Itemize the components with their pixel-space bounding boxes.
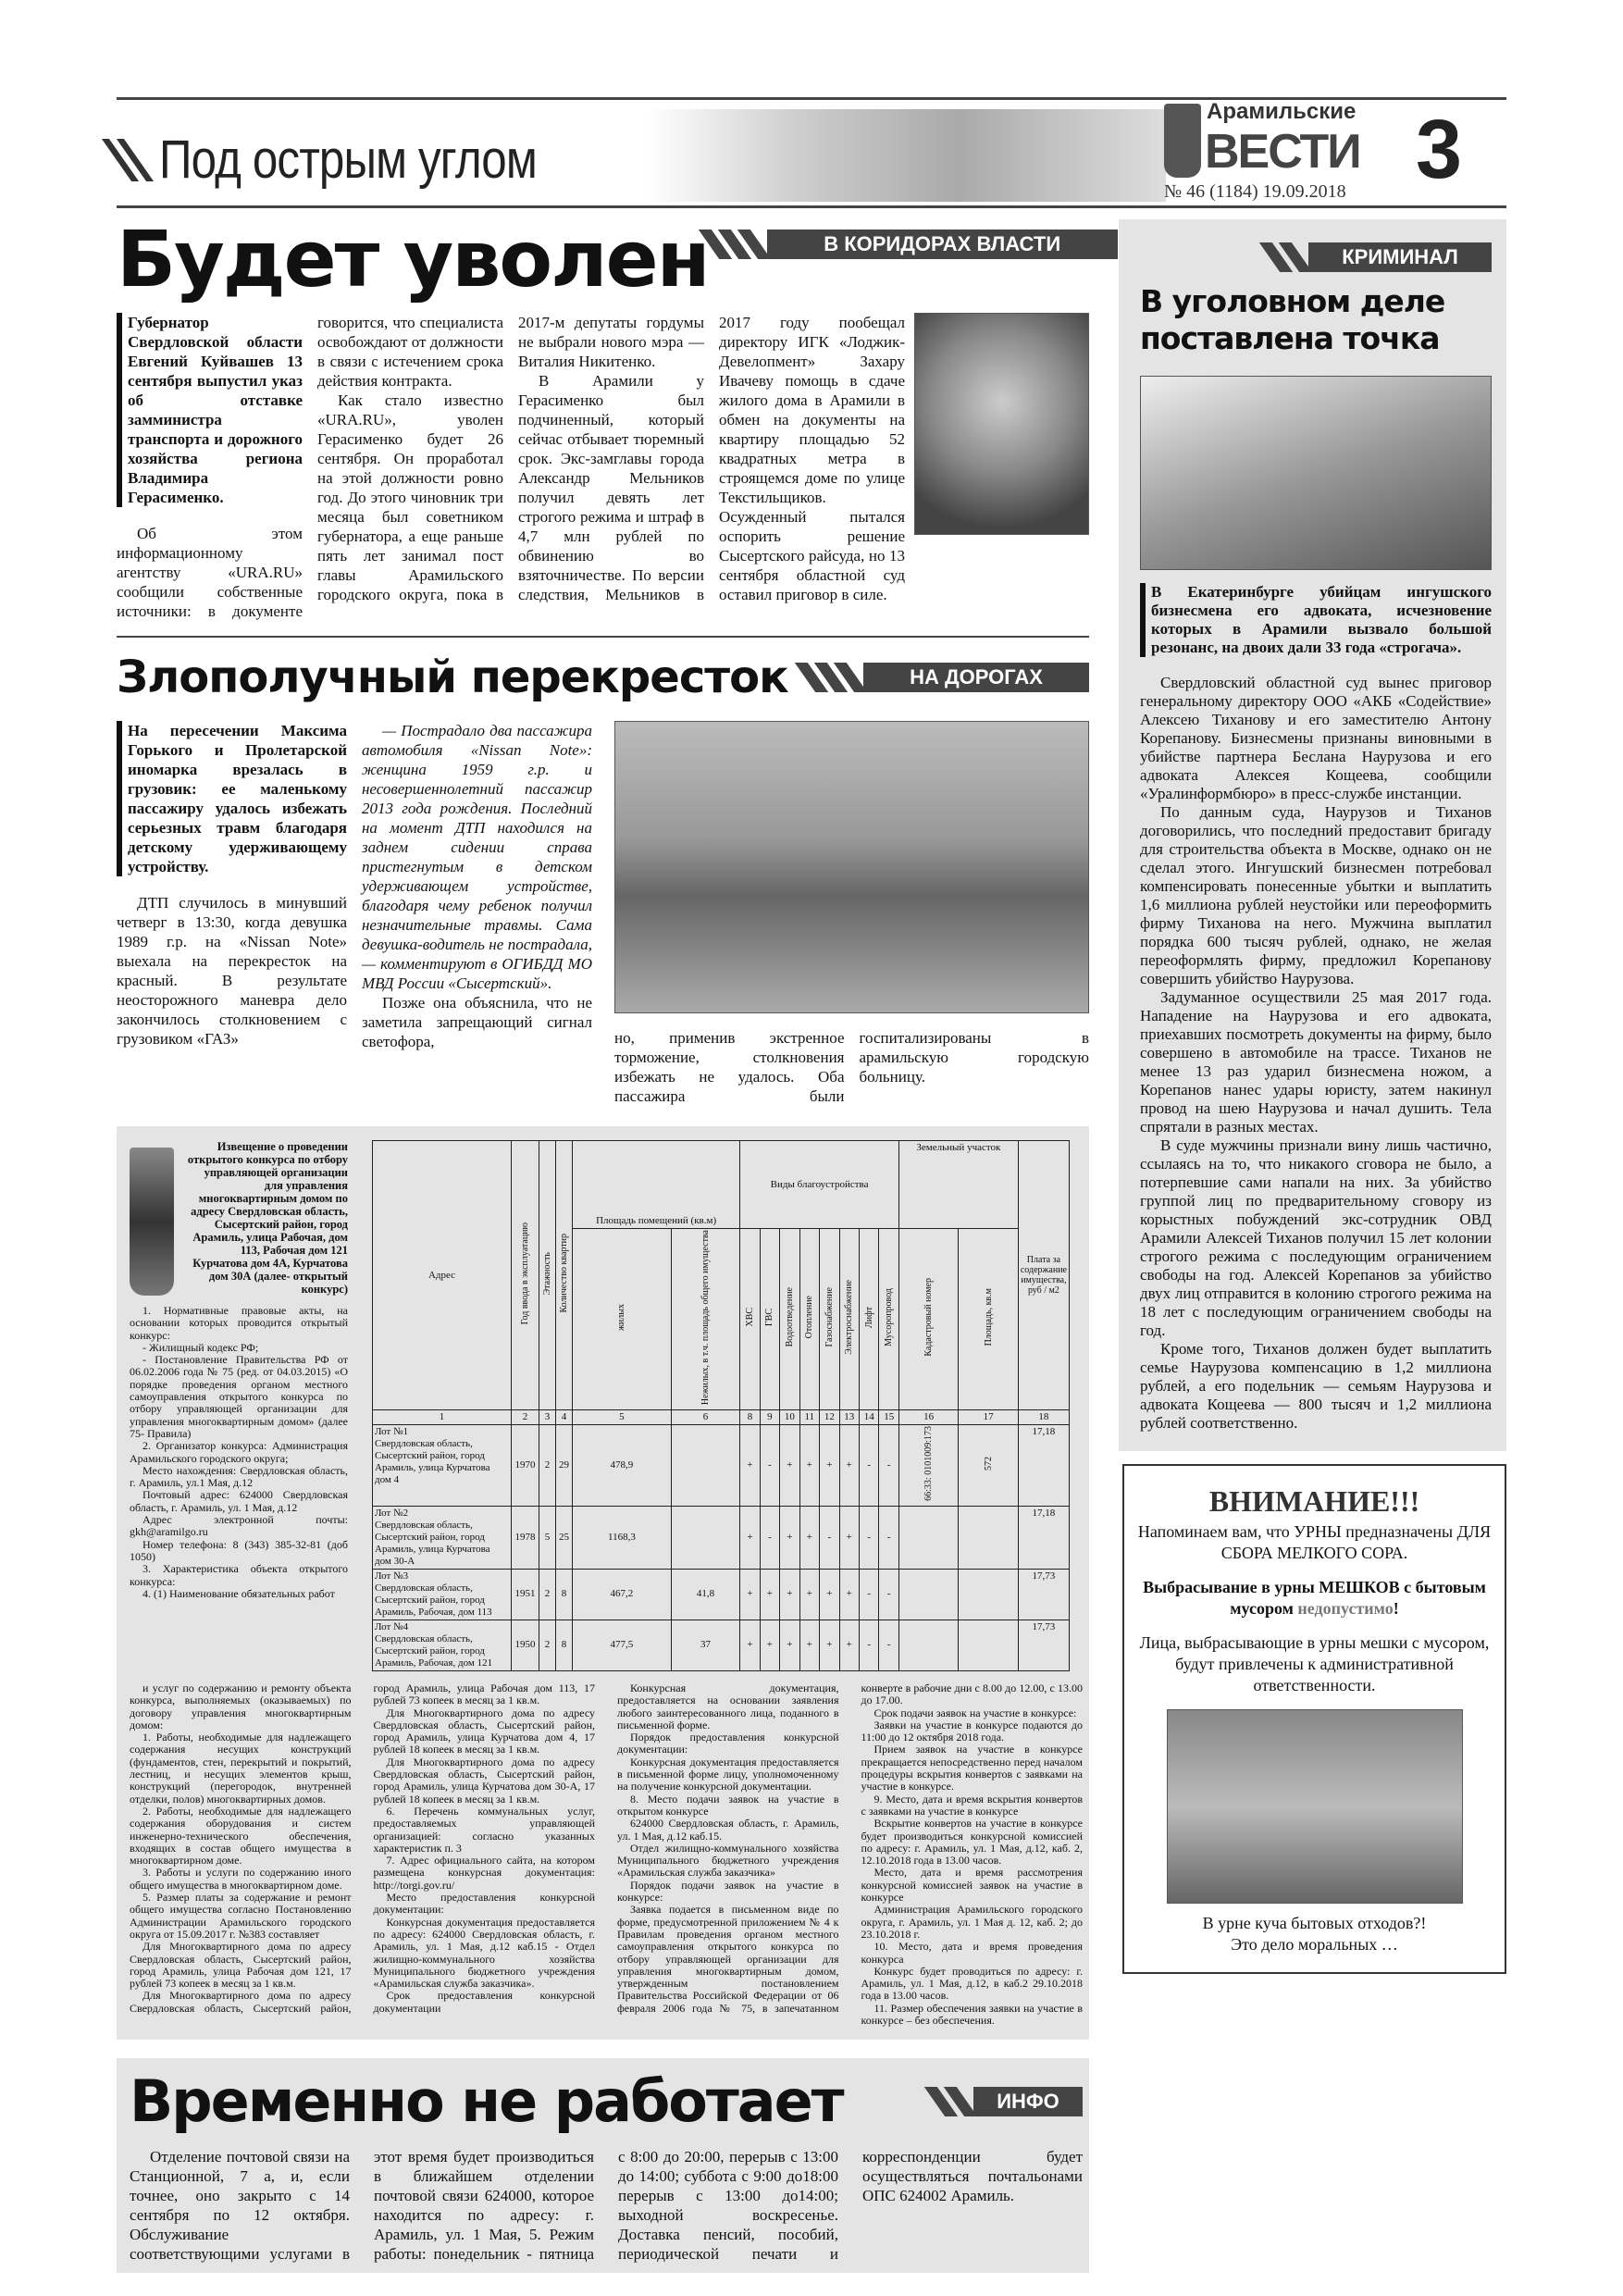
col-fee: Плата за содержание имущества, руб / м2 — [1018, 1141, 1069, 1410]
warning-text: Выбрасывание в урны МЕШКОВ с бытовым мусором — [1143, 1578, 1486, 1618]
column-number: 13 — [839, 1410, 859, 1425]
table-cell — [898, 1620, 958, 1670]
coat-of-arms-logo — [1164, 104, 1201, 178]
lot-address: Свердловская область, Сысертский район, город Арамиль, Рабочая, дом 121 — [375, 1632, 493, 1669]
table-cell: + — [780, 1506, 799, 1569]
table-cell — [671, 1425, 739, 1507]
table-cell: 2 — [539, 1569, 556, 1620]
subheader-cell: Газоснабжение — [824, 1287, 835, 1347]
table-cell: + — [740, 1569, 760, 1620]
table-cell: + — [799, 1569, 819, 1620]
subheader-cell: Кадастровый номер — [923, 1278, 935, 1357]
notice-title: Извещение о проведении открытого конкурса по отбору управляющей организации для управления многоквартирным домом по адресу Свердловская область, Сысертский район, город Арамиль, улица Рабочая, дом 113, Рабочая дом 121 Курчатова дом 4А, Курчатова дом 30А (далее- открытый конкурс) — [187, 1140, 348, 1296]
header-rule — [117, 205, 1506, 208]
notice-paragraph: Для Многоквартирного дома по адресу Свердловская область, Сысертский район, город Арамиль, улица Курчатова дом 30-А, 17 рублей 18 копеек в месяц за 1 кв.м. — [373, 1755, 595, 1806]
rubric-tag — [935, 2087, 1083, 2116]
notice-paragraph: и услуг по содержанию и ремонту объекта конкурса, выполняемых (оказываемых) по договору управления многоквартирным домом: — [130, 1681, 352, 1731]
subheader-cell: Лифт — [863, 1307, 874, 1329]
notice-paragraph: Срок предоставления конкурсной документации — [373, 1989, 595, 2015]
cadastral-number: 66:33: 0101009:173 — [923, 1426, 935, 1501]
table-cell — [898, 1425, 958, 1507]
notice-paragraph: Конкурсная документация предоставляется по адресу: 624000 Свердловская область, г. Арамиль, ул. 1 Мая, д.12 каб.15 - Отдел жилищно-коммунального хозяйства Муниципального бюджетного учреждения «Арамильская служба заказчика». — [373, 1915, 595, 1991]
paragraph: Об этом информационному агентству «URA.RU» сообщили собственные источники: в документе говорится, что специалиста освобождают от должности в связи с истечением срока действия контракта. — [117, 314, 503, 620]
table-cell: 25 — [556, 1506, 573, 1569]
subheader-cell: ГВС — [764, 1309, 775, 1327]
table-cell: + — [839, 1425, 859, 1507]
notice-paragraph: Конкурс будет проводиться по адресу: г. Арамиль, ул. 1 Мая, д.12, в каб.2 29.10.2018 года в 13.00 часов. — [861, 1964, 1083, 2003]
article-title: В уголовном деле поставлена точка — [1140, 283, 1445, 356]
table-cell: 467,2 — [573, 1569, 672, 1620]
column-number: 17 — [959, 1410, 1018, 1425]
rubric-label: НА ДОРОГАХ — [863, 663, 1089, 692]
rubric-label: ИНФО — [973, 2087, 1083, 2116]
column-number: 15 — [879, 1410, 898, 1425]
notice-paragraph: 3. Характеристика объекта открытого конкурса: — [130, 1562, 348, 1588]
table-cell: 2 — [539, 1620, 556, 1670]
paragraph: Как стало известно «URA.RU», уволен Герасименко будет 26 сентября. Он проработал на этой должности ровно год. До этого чиновник три месяца был советником губернатора, а еще раньше пять лет занимал пост главы Арамильского городского округа, пока в 2017-м депутаты гордумы не выбрали нового мэра — Виталия Никитенко. — [317, 314, 704, 603]
photo-caption: В урне куча бытовых отходов?! — [1202, 1914, 1427, 1932]
table-cell: 17,73 — [1018, 1569, 1069, 1620]
notice-paragraph: Место, дата и время рассмотрения конкурсной комиссией заявок на участие в конкурсе — [861, 1866, 1083, 1905]
issue-info: № 46 (1184) 19.09.2018 — [1164, 181, 1346, 202]
article-body — [1140, 583, 1492, 1433]
notice-paragraph: Для Многоквартирного дома по адресу Свердловская область, Сысертский район, город Арамиль, улица Рабочая дом 113, 17 рублей 73 копеек в месяц за 1 кв.м. — [130, 1681, 595, 2015]
notice-paragraph: Почтовый адрес: 624000 Свердловская область, г. Арамиль, ул. 1 Мая, д.12 — [130, 1488, 348, 1514]
warning-emphasis: недопустимо — [1297, 1599, 1394, 1618]
table-cell: + — [780, 1425, 799, 1507]
column-number: 5 — [573, 1410, 672, 1425]
table-cell: 478,9 — [573, 1425, 672, 1507]
rubric-tag — [1270, 242, 1492, 272]
notice-paragraph: Адрес электронной почты: gkh@aramilgo.ru — [130, 1513, 348, 1539]
notice-paragraph: Отдел жилищно-коммунального хозяйства Муниципального бюджетного учреждения «Арамильская служба заказчика» — [617, 1841, 839, 1880]
table-cell — [898, 1506, 958, 1569]
notice-left-column — [130, 1140, 348, 1600]
section-header — [117, 118, 603, 202]
article-lead: На пересечении Максима Горького и Пролетарской иномарка врезалась в грузовик: ее маленькому пассажиру удалось избежать серьезных травм благодаря детскому удерживающему устройству. — [117, 721, 347, 876]
table-cell: - — [760, 1425, 779, 1507]
houses-table — [372, 1140, 1070, 1671]
col-amenities: Виды благоустройства — [740, 1141, 899, 1229]
column-number: 14 — [860, 1410, 879, 1425]
table-cell — [898, 1569, 958, 1620]
article-title: Временно не работает — [130, 2067, 843, 2136]
notice-paragraph: - Постановление Правительства РФ от 06.02.2006 года № 75 (ред. от 04.03.2015) «О порядке проведения органом местного самоуправления открытого конкурса по отбору управляющей организации для управления многоквартирным домом» (далее 75- Правила) — [130, 1353, 348, 1440]
col-address: Адрес — [373, 1141, 512, 1410]
article-title: Злополучный перекресток — [117, 652, 788, 703]
lot-address: Свердловская область, Сысертский район, город Арамиль, Рабочая, дом 113 — [375, 1582, 492, 1618]
notice-paragraph: Срок подачи заявок на участие в конкурсе: — [873, 1706, 1077, 1719]
notice-paragraph: Конкурсная документация предоставляется в письменной форме лицу, уполномоченному на получение конкурсной документации. — [617, 1755, 839, 1793]
column-number: 8 — [740, 1410, 760, 1425]
paragraph: Задуманное осуществили 25 мая 2017 года. Нападение на Наурузова и его адвоката, приехавших посмотреть документы на фирму, было совершено в автомобиле на трассе. Тиханов не менее 13 раз ударил бизнесмена ножом, а Корепанов нанес удары юристу, затем накинул провод на шею Наурузова и начал душить. Тела спрятали в разных местах. — [1140, 988, 1492, 1136]
notice-paragraph: Порядок предоставления конкурсной документации: — [617, 1731, 839, 1756]
table-cell: + — [839, 1506, 859, 1569]
subheader-cell: Площадь, кв.м — [983, 1288, 994, 1347]
rubric-label: КРИМИНАЛ — [1308, 242, 1492, 272]
table-row — [373, 1620, 1070, 1670]
notice-paragraph: 8. Место подачи заявок на участие в открытом конкурсе — [617, 1792, 839, 1818]
paper-name-top: Арамильские — [1207, 99, 1357, 124]
table-cell: + — [760, 1620, 779, 1670]
table-row — [373, 1425, 1070, 1507]
article-accident — [117, 647, 1089, 1106]
notice-paragraph: 9. Место, дата и время вскрытия конвертов с заявками на участие в конкурсе — [861, 1792, 1083, 1818]
subheader-cell: Водоотведение — [784, 1287, 795, 1347]
column-number: 2 — [512, 1410, 539, 1425]
table-cell — [959, 1506, 1018, 1569]
column-number: 9 — [760, 1410, 779, 1425]
notice-columns — [130, 1682, 1083, 2027]
notice-paragraph: - Жилищный кодекс РФ; — [142, 1340, 259, 1354]
subheader-cell: Отопление — [804, 1296, 815, 1339]
info-box — [117, 2058, 1089, 2273]
notice-paragraph: 1. Нормативные правовые акты, на основании которых проводится открытый конкурс: — [130, 1304, 348, 1342]
table-cell: 1970 — [512, 1425, 539, 1507]
notice-paragraph: Заявка подается в письменном виде по форме, предусмотренной приложением № 4 к Правилам проведения органом местного самоуправления открытого конкурса по отбору управляющей организации для управления многоквартирным домом, утвержденным постановлением Правительства Российской Федерации от 06 февраля 2006 года № 75, в запечатанном конверте в рабочие дни с 8.00 до 12.00, с 13.00 до 17.00. — [617, 1681, 1083, 2015]
portrait-photo — [914, 313, 1089, 535]
column-number: 16 — [898, 1410, 958, 1425]
table-cell: - — [860, 1620, 879, 1670]
notice-paragraph: Для Многоквартирного дома по адресу Свердловская область, Сысертский район, город Арамиль, улица Курчатова дом 4, 17 рублей 18 копеек в месяц за 1 кв.м. — [373, 1706, 595, 1756]
attention-title: ВНИМАНИЕ!!! — [1208, 1484, 1420, 1518]
table-cell: - — [879, 1620, 898, 1670]
table-cell: 1951 — [512, 1569, 539, 1620]
table-cell: + — [799, 1620, 819, 1670]
rubric-tag — [805, 663, 1089, 692]
article-body — [117, 721, 592, 1051]
notice-paragraph: Для Многоквартирного дома по адресу Свердловская область, Сысертский район, город Арамиль, улица Рабочая дом 121, 17 рублей 73 копеек в месяц за 1 кв.м. — [130, 1940, 352, 1991]
lot-number: Лот №4 — [375, 1620, 409, 1632]
paragraph: ДТП случилось в минувший четверг в 13:30, когда девушка 1989 г.р. на «Nissan Note» выехала на перекресток на красный. В результате неосторожного маневра дело закончилось столкновением с грузовиком «ГАЗ» — [117, 894, 347, 1048]
paragraph: Позже она объяснила, что не заметила запрещающий сигнал светофора, — [362, 994, 592, 1050]
col-area: Площадь помещений (кв.м) — [573, 1141, 740, 1229]
rubric-label: В КОРИДОРАХ ВЛАСТИ — [767, 230, 1118, 259]
table-cell: 1168,3 — [573, 1506, 672, 1569]
notice-paragraph: 1. Работы, необходимые для надлежащего содержания несущих конструкций (фундаментов, стен, перекрытий и покрытий, лестниц, и несущих элементов крыш, конструкций (перегородок, внутренней отделки, полов) многоквартирных домов. — [130, 1731, 352, 1806]
notice-paragraph: Конкурсная документация, предоставляется на основании заявления любого заинтересованного лица, поданного в письменной форме. — [617, 1681, 839, 1731]
paragraph: но, применив экстренное торможение, столкновения избежать не удалось. Оба пассажира были госпитализированы в арамильскую городскую больницу. — [614, 1029, 1089, 1105]
notice-paragraph: 3. Работы и услуги по содержанию иного общего имущества в многоквартирном доме. — [130, 1866, 352, 1892]
table-cell: + — [820, 1425, 839, 1507]
notice-paragraph: Номер телефона: 8 (343) 385-32-81 (доб 1050) — [130, 1537, 348, 1563]
column-number: 1 — [373, 1410, 512, 1425]
land-area: 572 — [983, 1457, 994, 1471]
table-cell: - — [760, 1506, 779, 1569]
paragraph: Свердловский областной суд вынес приговор генеральному директору ООО «АКБ «Содействие» Алексею Тиханову и его заместителю Антону Корепанову. Бизнесмены признаны виновными в убийстве партнера Беслана Наурузова и его адвоката Алексея Кощеева, сообщили «Уралинформбюро» в пресс-службе инстанции. — [1140, 674, 1492, 802]
notice-paragraph: Вскрытие конвертов на участие в конкурсе будет производиться конкурсной комиссией по адресу: г. Арамиль, ул. 1 Мая, д.12, каб. 2, 12.10.2018 года в 13.00 часов. — [861, 1817, 1083, 1868]
table-cell: + — [780, 1620, 799, 1670]
rubric-tag — [709, 230, 1118, 259]
photo-caption: Это дело моральных … — [1231, 1935, 1398, 1954]
table-cell: 17,18 — [1018, 1425, 1069, 1507]
table-cell: - — [860, 1569, 879, 1620]
notice-paragraph: 6. Перечень коммунальных услуг, предоставляемых управляющей организацией: согласно указанных характеристик п. 3 — [373, 1804, 595, 1855]
divider — [117, 636, 1089, 638]
table-cell: + — [740, 1620, 760, 1670]
table-cell: 29 — [556, 1425, 573, 1507]
lot-address: Свердловская область, Сысертский район, город Арамиль, улица Курчатова дом 4 — [375, 1438, 490, 1486]
subheader-cell: жилых — [616, 1304, 627, 1332]
paragraph: По данным суда, Наурузов и Тиханов договорились, что последний предоставит бригаду для строительства объекта в Москве, однако он не сделал этого. Ингушский бизнесмен потребовал компенсировать понесенные убытки и выплатить 1,6 миллиона рублей неустойки или переоформить фирму Тиханова на него. Мужчина выплатил порядка 600 тысяч рублей, однако, не желая переоформлять фирму, предложил Корепанову совершить убийство Наурузова. — [1140, 803, 1492, 987]
paper-name: ВЕСТИ — [1205, 125, 1360, 179]
table-cell — [959, 1569, 1018, 1620]
paragraph: Кроме того, Тиханов должен будет выплатить семье Наурузова компенсацию в 1,2 миллиона рублей, а его подельник — семьям Наурузова и адвоката Кощеева — 800 тысяч и 1,2 миллиона рублей соответственно. — [1140, 1340, 1492, 1432]
table-cell: + — [820, 1569, 839, 1620]
column-number: 6 — [671, 1410, 739, 1425]
notice-paragraph: Место нахождения: Свердловская область, г. Арамиль, ул.1 Мая, д.12 — [130, 1463, 348, 1490]
column-number: 12 — [820, 1410, 839, 1425]
notice-paragraph: Прием заявок на участие в конкурсе прекращается непосредственно перед началом процедуры вскрытия конвертов с заявками на участие в конкурсе. — [861, 1743, 1083, 1793]
lot-number: Лот №2 — [375, 1507, 409, 1519]
article-body — [130, 2147, 1083, 2264]
notice-paragraph: 7. Адрес официального сайта, на котором размещена конкурсная документация: http://torgi.gov.ru/ — [373, 1854, 595, 1892]
table-row — [373, 1506, 1070, 1569]
attention-warning — [1137, 1577, 1492, 1620]
column-number: 10 — [780, 1410, 799, 1425]
table-cell: + — [799, 1506, 819, 1569]
trash-bin-photo — [1167, 1709, 1463, 1904]
table-cell: - — [879, 1506, 898, 1569]
subheader-cell: Электроснабжение — [844, 1280, 855, 1355]
section-title: Под острым углом — [159, 130, 537, 190]
coat-of-arms-logo — [130, 1148, 174, 1296]
column-number: 11 — [799, 1410, 819, 1425]
notice-paragraph: Место предоставления конкурсной документации: — [373, 1891, 595, 1917]
table-cell — [959, 1620, 1018, 1670]
table-cell: - — [879, 1569, 898, 1620]
notice-paragraph: 5. Размер платы за содержание и ремонт общего имущества согласно Постановлению Администрации Арамильского городского округа от 15.09.2017 г. №383 составляет — [130, 1891, 352, 1941]
table-cell: 5 — [539, 1506, 556, 1569]
table-cell: 1950 — [512, 1620, 539, 1670]
notice-paragraph: Заявки на участие в конкурсе подаются до 11:00 до 12 октября 2018 года. — [861, 1718, 1083, 1744]
warning-end: ! — [1393, 1599, 1399, 1618]
article-body — [117, 313, 905, 621]
notice-paragraph: 2. Работы, необходимые для надлежащего содержания оборудования и систем инженерно-технического обеспечения, входящих в состав общего имущества в многоквартирном доме. — [130, 1804, 352, 1868]
notice-paragraph: 10. Место, дата и время проведения конкурса — [861, 1940, 1083, 1966]
lot-number: Лот №1 — [375, 1426, 409, 1438]
article-body-end — [614, 1028, 1089, 1106]
right-column — [1119, 219, 1506, 1974]
column-number: 18 — [1018, 1410, 1069, 1425]
article-lead: Губернатор Свердловской области Евгений Куйвашев 13 сентября выпустил указ об отставке замминистра транспорта и дорожного хозяйства региона Владимира Герасименко. — [117, 313, 303, 507]
table-cell: + — [740, 1425, 760, 1507]
table-cell: - — [860, 1425, 879, 1507]
header-photo-church — [648, 109, 1166, 202]
table-cell: 17,18 — [1018, 1506, 1069, 1569]
table-cell: 8 — [556, 1569, 573, 1620]
table-cell: - — [820, 1506, 839, 1569]
table-cell: + — [839, 1620, 859, 1670]
col-year: Год ввода в эксплуатацию — [520, 1222, 530, 1325]
tender-notice — [117, 1126, 1089, 2040]
table-cell — [671, 1506, 739, 1569]
notice-paragraph: 11. Размер обеспечения заявки на участие в конкурсе – без обеспечения. — [861, 2001, 1083, 2027]
subheader-cell: Мусоропровод — [884, 1288, 895, 1347]
article-government — [117, 215, 1089, 621]
table-cell: 8 — [556, 1620, 573, 1670]
col-floors: Этажность — [542, 1251, 552, 1296]
table-cell: 41,8 — [671, 1569, 739, 1620]
article-lead: В Екатеринбурге убийцам ингушского бизнесмена его адвоката, исчезновение которых в Арамили вызвало большой резонанс, на двоих дали 33 года «строгача». — [1140, 583, 1492, 657]
crime-sidebar — [1119, 219, 1506, 1451]
table-cell: - — [860, 1506, 879, 1569]
table-row — [373, 1569, 1070, 1620]
page-number: 3 — [1416, 104, 1463, 196]
police-quote: — Пострадало два пассажира автомобиля «Nissan Note»: женщина 1959 г.р. и несовершеннолетний пассажир 2013 года рождения. Последний на момент ДТП находился на заднем сидении справа пристегнутым в детском удерживающем устройстве, благодаря чему ребенок получил незначительные травмы. Сама девушка-водитель не пострадала, — комментируют в ОГИБДД МО МВД России «Сысертский». — [362, 722, 592, 992]
notice-paragraph: Порядок подачи заявок на участие в конкурсе: — [617, 1878, 839, 1905]
table-cell: + — [760, 1569, 779, 1620]
left-column — [117, 215, 1089, 2273]
article-title: Будет уволен — [117, 214, 709, 304]
table-cell: + — [740, 1506, 760, 1569]
lot-number: Лот №3 — [375, 1570, 409, 1582]
accident-photo — [614, 721, 1089, 1013]
table-cell: 477,5 — [573, 1620, 672, 1670]
table-cell: + — [799, 1425, 819, 1507]
notice-paragraph: Администрация Арамильского городского округа, г. Арамиль, ул. 1 Мая д. 12, каб. 2; до 23.10.2018 г. — [861, 1903, 1083, 1941]
notice-paragraph: 624000 Свердловская область, г. Арамиль, ул. 1 Мая, д.12 каб.15. — [617, 1817, 839, 1843]
attention-text: Напоминаем вам, что УРНЫ предназначены ДЛЯ СБОРА МЕЛКОГО СОРА. — [1137, 1522, 1492, 1562]
table-cell: 2 — [539, 1425, 556, 1507]
gavel-photo — [1140, 376, 1492, 570]
col-flats: Количество квартир — [559, 1234, 569, 1313]
paragraph: Отделение почтовой связи на Станционной, 7 а, и, если точнее, оно закрыто с 14 сентября по 12 октября. Обслуживание соответствующими услугами в этот время будет производиться в ближайшем отделении почтовой связи 624000, которое находится по адресу: г. Арамиль, ул. 1 Мая, 5. Режим работы: понедельник - пятница с 8:00 до 20:00, перерыв с 13:00 до 14:00; суббота с 9:00 до18:00 перерыв с 13:00 до14:00; выходной воскресенье. Доставка пенсий, пособий, периодической печати и корреспонденции будет осуществляться почтальонами ОПС 624002 Арамиль. — [130, 2148, 1083, 2264]
notice-paragraph: 4. (1) Наименование обязательных работ — [142, 1586, 335, 1600]
attention-penalty: Лица, выбрасывающие в урны мешки с мусором, будут привлечены к административной ответственности. — [1139, 1633, 1490, 1694]
paragraph: В суде мужчины признали вину лишь частично, ссылаясь на то, что никакого сговора не было, а потерпевшие сами напали на них. За убийство группой лиц по предварительному сговору из корыстных побуждений экс-сотрудник ОВД Арамили Алексей Тиханов получил 15 лет колонии строгого режима с последующим ограничением свободы на год. Алексей Корепанов за убийство двух лиц отправится в колонию строгого режима на 18 лет с последующим ограничением свободы на год. — [1140, 1136, 1492, 1339]
paragraph: В Арамили у Герасименко был подчиненный, который сейчас отбывает тюремный срок. Экс-замглавы города Александр Мельников получил девять лет строгого режима и штраф в 4,7 млн рублей по обвинению во взяточничестве. По версии следствия, Мельников в 2017 году пообещал директору ИГК «Лоджик-Девелопмент» Захару Ивачеву помощь в сдаче жилого дома в Арамили в обмен на документы на квартиру площадью 52 квадратных метра в строящемся доме по улице Текстильщиков. Осужденный пытался оспорить решение Сысертского райсуда, но 13 сентября областной суд оставил приговор в силе. — [518, 314, 905, 603]
table-cell: 37 — [671, 1620, 739, 1670]
table-cell: + — [780, 1569, 799, 1620]
table-cell: + — [839, 1569, 859, 1620]
table-cell: 1978 — [512, 1506, 539, 1569]
lot-address: Свердловская область, Сысертский район, город Арамиль, улица Курчатова дом 30-А — [375, 1519, 490, 1567]
attention-box — [1122, 1464, 1506, 1974]
col-land: Земельный участок — [898, 1141, 1018, 1229]
table-cell: + — [820, 1620, 839, 1670]
column-number: 4 — [556, 1410, 573, 1425]
table-cell: - — [879, 1425, 898, 1507]
hatch-icon — [117, 139, 146, 181]
table-cell — [959, 1425, 1018, 1507]
table-cell: 17,73 — [1018, 1620, 1069, 1670]
column-number: 3 — [539, 1410, 556, 1425]
subheader-cell: Нежилых, в т.ч. площадь общего имущества — [700, 1230, 712, 1406]
notice-paragraph: 2. Организатор конкурса: Администрация Арамильского городского округа; — [130, 1439, 348, 1465]
subheader-cell: ХВС — [744, 1308, 755, 1327]
